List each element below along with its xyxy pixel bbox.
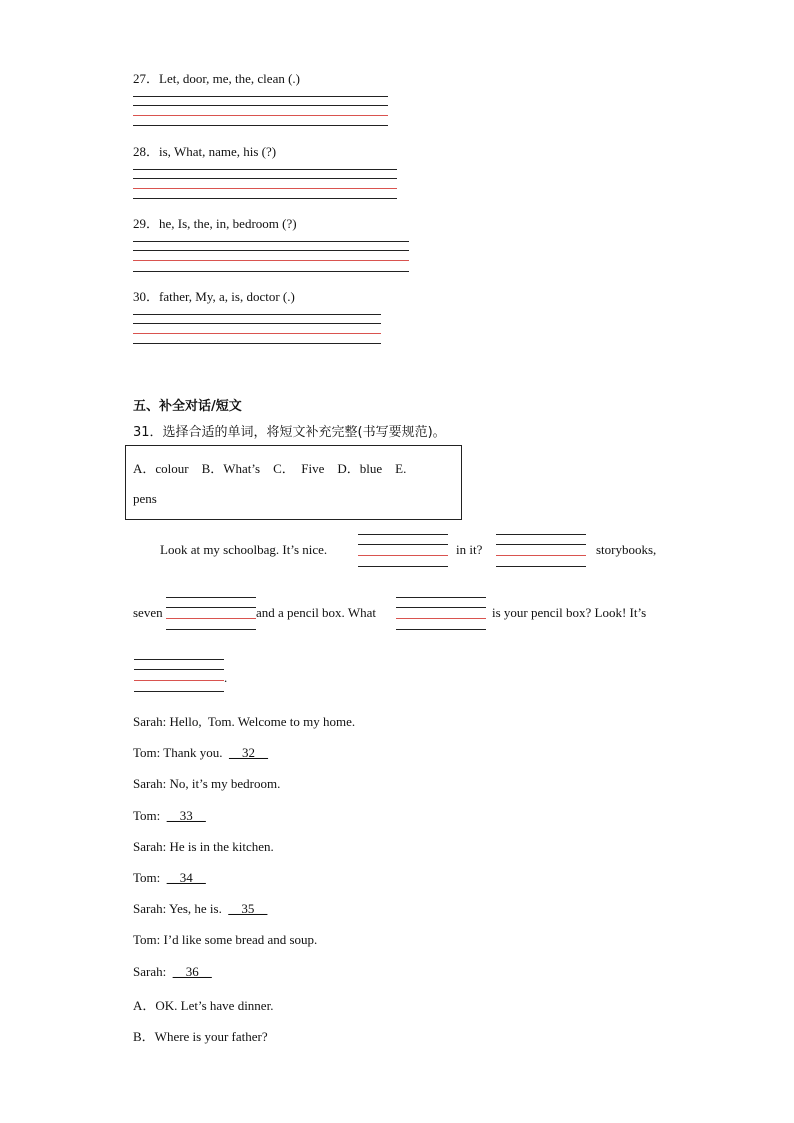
section-heading: 五、补全对话/短文: [133, 399, 242, 414]
speaker: Sarah:: [133, 901, 167, 916]
question-number: 30．: [133, 289, 160, 304]
options-box: [125, 445, 462, 520]
question-words: Let, door, me, the, clean (.): [159, 71, 300, 86]
dialogue-blank[interactable]: __36__: [172, 964, 212, 979]
passage-blank[interactable]: [166, 597, 256, 631]
passage-blank[interactable]: [134, 659, 224, 693]
dialogue-line: [133, 776, 280, 792]
passage-text: is your pencil box? Look! It’s: [492, 605, 647, 620]
dialogue-line: [133, 901, 267, 917]
passage-blank[interactable]: [358, 534, 448, 568]
passage-text: and a pencil box. What: [256, 605, 376, 620]
dialogue-line: [133, 932, 317, 948]
dialogue-line: [133, 964, 212, 980]
question-28: [133, 141, 276, 160]
question-words: father, My, a, is, doctor (.): [159, 289, 295, 304]
choice-a: A．OK. Let’s have dinner.: [133, 998, 274, 1013]
question-words: is, What, name, his (?): [159, 144, 277, 159]
question-number: 27．: [133, 71, 160, 86]
question-29: [133, 213, 297, 232]
speaker: Tom:: [133, 745, 161, 760]
dialogue-line: [133, 839, 274, 855]
dialogue-text: I’d like some bread and soup.: [160, 932, 318, 947]
dialogue-blank[interactable]: __34__: [166, 870, 206, 885]
question-number: 28．: [133, 144, 160, 159]
answer-lines-30[interactable]: [133, 314, 381, 346]
dialogue-blank[interactable]: __32__: [229, 745, 268, 760]
question-27: [133, 68, 300, 87]
dialogue-blank[interactable]: __35__: [228, 901, 268, 916]
question-words: he, Is, the, in, bedroom (?): [159, 216, 297, 231]
dialogue-line: [133, 808, 206, 824]
passage-text: in it?: [456, 542, 483, 557]
choice-b: B．Where is your father?: [133, 1029, 268, 1044]
dialogue-line: [133, 714, 355, 730]
dialogue-text: Hello, Tom. Welcome to my home.: [166, 714, 356, 729]
passage-blank[interactable]: [496, 534, 586, 568]
answer-lines-28[interactable]: [133, 169, 397, 201]
options-line: A．colour B．What’s C． Five D．blue E.: [133, 461, 407, 476]
dialogue-text: No, it’s my bedroom.: [166, 776, 281, 791]
dialogue-line: [133, 870, 206, 886]
speaker: Sarah:: [133, 964, 167, 979]
speaker: Sarah:: [133, 776, 167, 791]
speaker: Tom:: [133, 870, 161, 885]
question-number: 29．: [133, 216, 160, 231]
question-31-instruction: 31．选择合适的单词，将短文补充完整(书写要规范)。: [133, 425, 446, 440]
dialogue-line: [133, 745, 268, 761]
passage-text: Look at my schoolbag. It’s nice.: [160, 542, 328, 557]
speaker: Sarah:: [133, 714, 167, 729]
dialogue-text: Yes, he is.: [166, 901, 229, 916]
answer-lines-29[interactable]: [133, 241, 409, 273]
passage-text: .: [224, 670, 228, 685]
passage-blank[interactable]: [396, 597, 486, 631]
speaker: Sarah:: [133, 839, 167, 854]
options-line-continued: pens: [133, 491, 157, 506]
answer-lines-27[interactable]: [133, 96, 388, 128]
question-30: [133, 286, 295, 305]
speaker: Tom:: [133, 808, 161, 823]
dialogue-blank[interactable]: __33__: [166, 808, 206, 823]
dialogue-text: Thank you.: [160, 745, 229, 760]
speaker: Tom:: [133, 932, 161, 947]
passage-text: storybooks,: [596, 542, 657, 557]
passage-text: seven: [133, 605, 163, 620]
dialogue-text: He is in the kitchen.: [166, 839, 274, 854]
